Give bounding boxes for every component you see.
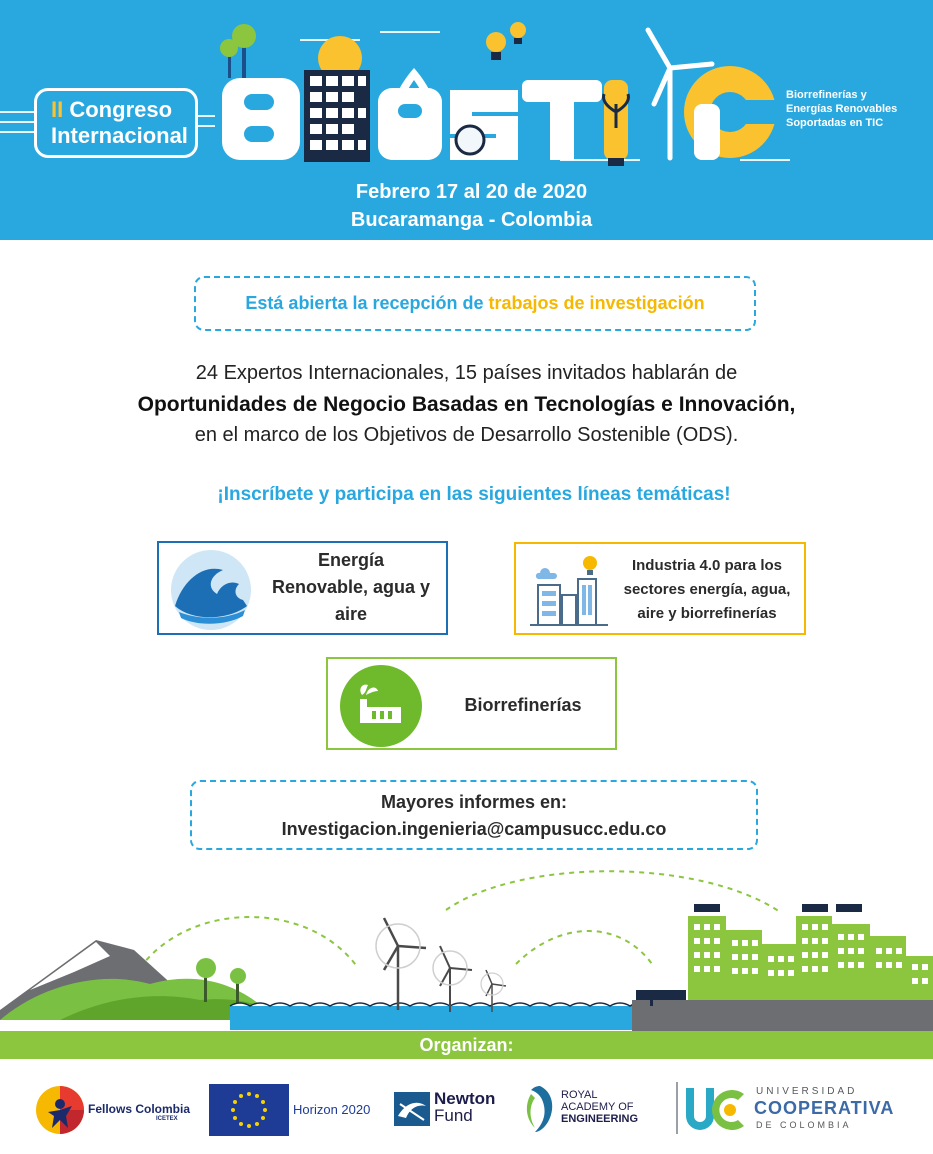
wind-turbine-icon (376, 918, 426, 1010)
intro-line: en el marco de los Objetivos de Desarrollo Sostenible (ODS). (194, 424, 739, 446)
ucc-line1: UNIVERSIDAD (756, 1086, 858, 1097)
topic-card-biorefineries (326, 657, 617, 750)
tree-icon (220, 24, 256, 78)
ucc-logo (676, 1080, 895, 1136)
intro-line: 24 Expertos Internacionales, 15 países invitados hablarán de (195, 362, 738, 384)
subtitle-line: Soportadas en TIC (786, 117, 884, 129)
wind-turbine-icon (433, 946, 472, 1012)
organizers-label: Organizan: (419, 1035, 514, 1055)
event-location: Bucaramanga - Colombia (350, 209, 593, 231)
royal-academy-emblem-icon (523, 1084, 557, 1134)
gear-icon (684, 66, 780, 160)
call-text: Está abierta la recepción de (245, 293, 484, 313)
ucc-line3: DE COLOMBIA (756, 1120, 852, 1130)
newton-line: Fund (434, 1106, 473, 1125)
icetex-text: ICETEX (156, 1116, 178, 1122)
newton-emblem-icon (394, 1092, 430, 1126)
wave-icon (169, 550, 253, 630)
topic-label-line: Energía (317, 550, 385, 570)
horizon-text: Horizon 2020 (293, 1102, 371, 1117)
royal-line: ENGINEERING (561, 1113, 639, 1125)
water-surface (230, 1006, 650, 1030)
intro-highlight-line: Oportunidades de Negocio Basadas en Tecnologías e Innovación, (137, 393, 796, 416)
smart-city-icon (524, 549, 614, 631)
event-date: Febrero 17 al 20 de 2020 (355, 181, 588, 203)
plant-bulb-icon (604, 80, 629, 166)
organizers-band (0, 1031, 933, 1059)
topic-label (612, 554, 802, 626)
newton-line: Newton (434, 1089, 496, 1108)
ucc-line2: COOPERATIVA (754, 1098, 895, 1118)
topic-label-line: sectores energía, agua, (623, 581, 791, 598)
call-for-papers-box (194, 276, 756, 331)
horizon-2020-logo (209, 1084, 385, 1136)
congress-title-line1 (51, 97, 172, 123)
fellows-text: Fellows Colombia (88, 1102, 191, 1116)
fan-icon (456, 126, 484, 154)
congress-title-line2: Internacional (51, 123, 188, 148)
invite-heading: ¡Inscríbete y participa en las siguientes líneas temáticas! (217, 484, 731, 505)
berstic-wordmark-logo (200, 8, 780, 183)
newton-fund-logo (394, 1090, 512, 1130)
royal-academy-logo (523, 1084, 663, 1134)
ucc-emblem-icon (676, 1080, 750, 1136)
fellows-colombia-logo (36, 1082, 206, 1138)
congress-badge (34, 88, 198, 158)
royal-line: ACADEMY OF (561, 1101, 634, 1113)
biorefinery-factory-icon (340, 665, 422, 747)
royal-line: ROYAL (561, 1089, 598, 1101)
header-banner (0, 0, 933, 240)
topic-label-line: Renovable, agua y (271, 577, 431, 597)
topic-label-line: Industria 4.0 para los (631, 557, 783, 574)
contact-email[interactable]: Investigacion.ingenieria@campusucc.edu.co (281, 819, 667, 839)
intro-paragraph (40, 358, 893, 451)
topic-card-renewable-energy (157, 541, 448, 635)
topic-card-industry-4 (514, 542, 806, 635)
berstic-subtitle (786, 88, 926, 130)
subtitle-line: Energías Renovables (786, 103, 898, 115)
light-bulb-icon (486, 22, 526, 60)
call-highlight: trabajos de investigación (488, 293, 705, 313)
subtitle-line: Biorrefinerías y (786, 89, 867, 101)
landscape-illustration (0, 860, 933, 1035)
topic-label-line: aire (334, 604, 368, 624)
edition-number: II (51, 97, 64, 122)
topic-label (261, 547, 441, 628)
topic-label-line: aire y biorrefinerías (637, 605, 777, 622)
topic-label: Biorrefinerías (464, 695, 582, 715)
newton-text (434, 1090, 495, 1124)
royal-academy-text (561, 1089, 638, 1125)
fellows-emblem-icon (36, 1082, 88, 1138)
contact-title: Mayores informes en: (380, 792, 568, 812)
contact-box (190, 780, 758, 850)
green-buildings-icon (688, 904, 933, 1000)
solar-panel-icon (304, 70, 370, 162)
congress-word: Congreso (69, 97, 173, 122)
eu-flag-icon (209, 1084, 289, 1136)
